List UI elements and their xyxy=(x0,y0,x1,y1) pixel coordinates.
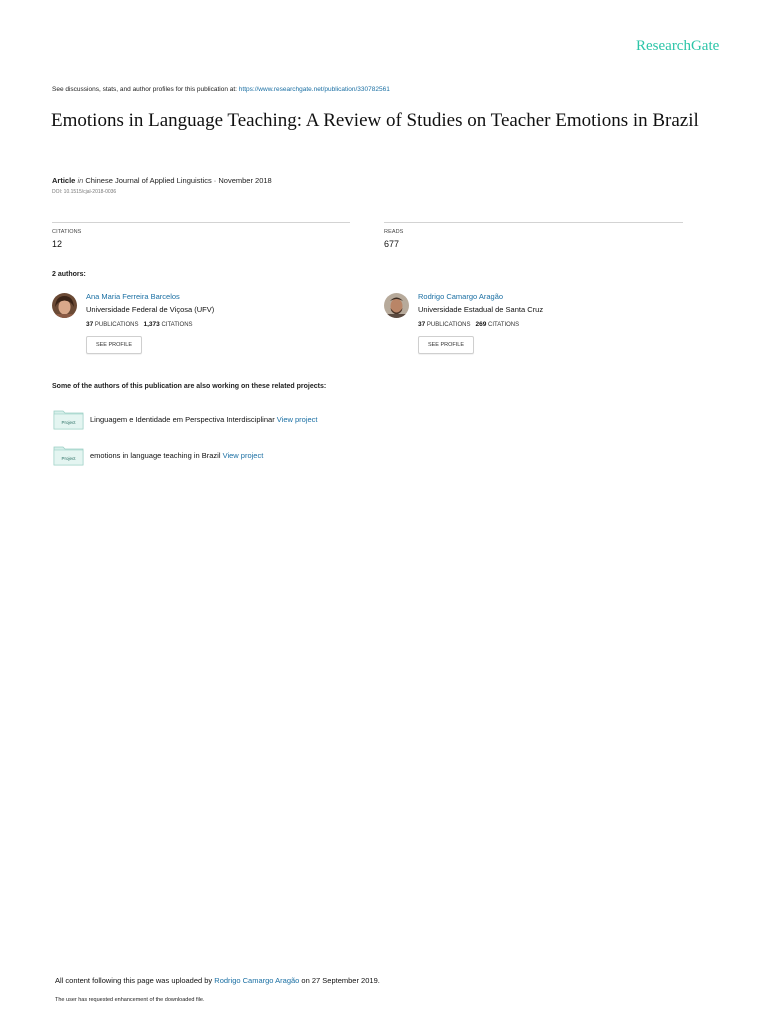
citations-divider xyxy=(52,222,350,223)
projects-heading: Some of the authors of this publication are also working on these related projects: xyxy=(52,383,327,390)
author-affiliation: Universidade Federal de Viçosa (UFV) xyxy=(86,305,215,314)
enhancement-note: The user has requested enhancement of the downloaded file. xyxy=(55,997,205,1003)
avatar[interactable] xyxy=(52,293,77,318)
publication-type: Article xyxy=(52,176,76,185)
author-publications-label: PUBLICATIONS xyxy=(94,322,139,328)
publication-doi: DOI: 10.1515/cjal-2018-0036 xyxy=(52,189,117,195)
view-project-link[interactable]: View project xyxy=(276,415,318,424)
project-row xyxy=(90,415,318,424)
publication-in: in xyxy=(77,176,84,185)
citations-label: CITATIONS xyxy=(52,229,82,235)
uploaded-by-line xyxy=(55,976,380,985)
publication-meta xyxy=(52,176,272,185)
author-name-link[interactable]: Rodrigo Camargo Aragão xyxy=(418,292,504,301)
see-discussions-text: See discussions, stats, and author profiles for this publication at: xyxy=(52,86,239,93)
publication-venue-date: Chinese Journal of Applied Linguistics · November 2018 xyxy=(85,176,272,185)
reads-label: READS xyxy=(384,229,404,235)
researchgate-logo[interactable]: ResearchGate xyxy=(636,38,720,54)
uploader-link[interactable]: Rodrigo Camargo Aragão xyxy=(214,976,300,985)
project-row xyxy=(90,451,263,460)
author-stats xyxy=(418,321,519,328)
project-icon-label: Project xyxy=(61,420,76,425)
citations-value: 12 xyxy=(52,239,63,249)
author-name-link[interactable]: Ana Maria Ferreira Barcelos xyxy=(86,292,180,301)
author-stats xyxy=(86,321,193,328)
project-icon-label: Project xyxy=(61,456,76,461)
reads-divider xyxy=(384,222,683,223)
reads-value: 677 xyxy=(384,239,400,249)
author-citations-count: 269 xyxy=(475,321,487,328)
uploaded-suffix: on 27 September 2019. xyxy=(299,976,380,985)
author-publications-label: PUBLICATIONS xyxy=(426,322,471,328)
author-publications-count: 37 xyxy=(418,321,426,328)
author-publications-count: 37 xyxy=(86,321,94,328)
see-profile-button[interactable]: SEE PROFILE xyxy=(418,336,474,354)
see-discussions-line xyxy=(52,86,390,93)
view-project-link[interactable]: View project xyxy=(222,451,264,460)
publication-url-link[interactable]: https://www.researchgate.net/publication/330782561 xyxy=(238,86,390,93)
project-name: emotions in language teaching in Brazil xyxy=(90,451,221,460)
project-folder-icon xyxy=(53,444,84,466)
avatar[interactable] xyxy=(384,293,409,318)
author-citations-count: 1,373 xyxy=(143,321,160,328)
publication-title: Emotions in Language Teaching: A Review of Studies on Teacher Emotions in Brazil xyxy=(51,110,699,131)
author-citations-label: CITATIONS xyxy=(488,322,520,328)
author-citations-label: CITATIONS xyxy=(161,322,193,328)
uploaded-prefix: All content following this page was uploaded by xyxy=(55,976,215,985)
authors-heading: 2 authors: xyxy=(52,271,86,278)
see-profile-button[interactable]: SEE PROFILE xyxy=(86,336,142,354)
author-affiliation: Universidade Estadual de Santa Cruz xyxy=(418,305,544,314)
project-folder-icon xyxy=(53,408,84,430)
project-name: Linguagem e Identidade em Perspectiva Interdisciplinar xyxy=(90,415,275,424)
